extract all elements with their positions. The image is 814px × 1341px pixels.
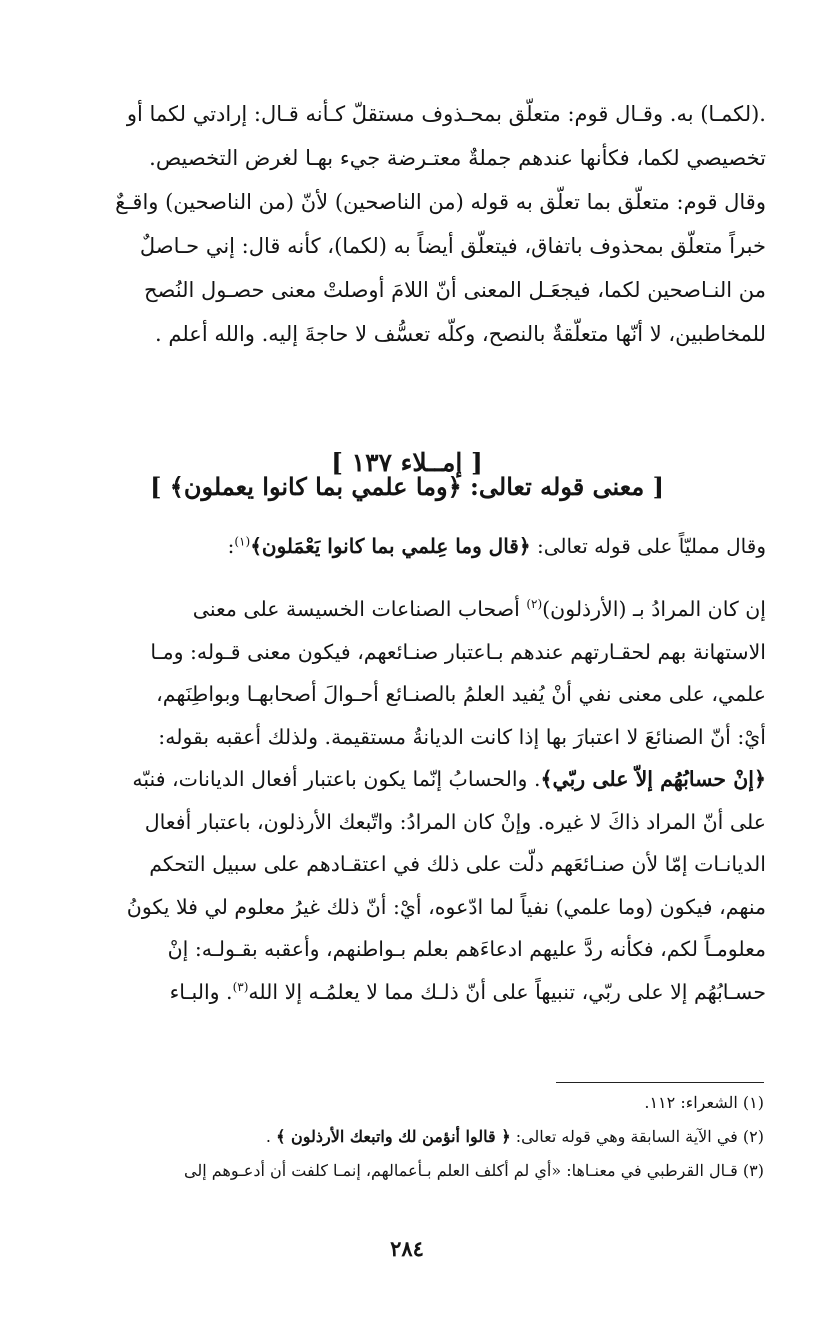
intro-line [50, 526, 766, 566]
intro-suffix: : [227, 534, 235, 558]
footnotes [50, 1086, 764, 1188]
footnote-3: (٣) قـال القرطبي في معنـاها: «أي لم أكلف العلم بـأعمالهم، إنمـا كلفت أن أدعـوهم إلى [183, 1161, 764, 1180]
page-number: ٢٨٤ [390, 1236, 424, 1261]
text-line: تخصيصي لكما، فكأنها عندهم جملةٌ معتـرضة جيء بهـا لغرض التخصيص. [149, 146, 766, 170]
quran-quote: ﴿قال وما عِلمي بما كانوا يَعْمَلون﴾ [250, 534, 531, 558]
text-line: على أنّ المراد ذاكَ لا غيره. وإنْ كان المرادُ: واتّبعك الأرذلون، باعتبار أفعال [144, 809, 766, 834]
section-title-heading: [ معنى قوله تعالى: ﴿وما علمي بما كانوا يعملون﴾ ] [150, 472, 664, 501]
text-fragment: إن كان المرادُ بـ (الأرذلون) [542, 597, 766, 621]
section-number-heading: [ إمــلاء ١٣٧ ] [331, 448, 483, 477]
quran-quote: ﴿إنْ حسابُهُم إلاّ على ربّي﴾ [540, 767, 766, 791]
text-fragment: حسـابُهُم إلا على ربّي، تنبيهاً على أنّ ذلـك مما لا يعلمُـه إلا الله [248, 979, 766, 1004]
footnote-text: . [265, 1127, 277, 1146]
footnote-1: (١) الشعراء: ١١٢. [644, 1093, 764, 1112]
text-line: من النـاصحين لكما، فيجعَـل المعنى أنّ اللامَ أوصلتْ معنى حصـول النُصح [143, 278, 766, 302]
text-line: أيْ: أنّ الصنائعَ لا اعتبارَ بها إذا كانت الديانةُ مستقيمة. ولذلك أعقبه بقوله: [158, 724, 766, 749]
intro-prefix: وقال ممليّاً على قوله تعالى: [530, 534, 766, 558]
text-line [50, 588, 766, 631]
quran-quote: ﴿ قالوا أنؤمن لك واتبعك الأرذلون ﴾ [276, 1127, 511, 1146]
text-line: معلومـاً لكم، فكأنه ردَّ عليهم ادعاءَهم بعلم بـواطنهم، وأعقبه بقـولـه: إنْ [167, 937, 766, 961]
text-line: وقال قوم: متعلّق بما تعلّق به قوله (من الناصحين) لأنّ (من الناصحين) واقـعٌ [115, 190, 766, 214]
footnote-2 [50, 1120, 764, 1154]
text-line: علمي، على معنى نفي أنْ يُفيد العلمُ بالصنـائع أحـوالَ أصحابهـا وبواطِنَهم، [156, 682, 766, 706]
text-line: منهم، فيكون (وما علمي) نفياً لما ادّعوه، أيْ: أنّ ذلك غيرُ معلوم لي فلا يكونُ [126, 894, 766, 919]
footnote-ref: (٣) [232, 979, 249, 994]
footnote-ref: (١) [234, 534, 251, 549]
text-line: للمخاطبين، لا أنّها متعلّقةٌ بالنصح، وكلّه تعسُّف لا حاجةَ إليه. والله أعلم . [155, 322, 766, 346]
text-fragment: . والبـاء [169, 979, 233, 1004]
text-fragment: أصحاب الصناعات الخسيسة على معنى [192, 597, 527, 621]
opening-paragraph [50, 92, 766, 356]
text-line: .(لكمـا) به. وقـال قوم: متعلّق بمحـذوف مستقلّ كـأنه قـال: إرادتي لكما أو [126, 102, 766, 126]
text-line: الديانـات إمّا لأن صنـائعَهم دلّت على ذلك في اعتقـادهم على سبيل التحكم [149, 852, 766, 876]
text-line: الاستهانة بهم لحقـارتهم عندهم بـاعتبار صنـائعهم، فيكون معنى قـوله: ومـا [150, 639, 766, 664]
text-line [50, 758, 766, 801]
text-line: خبراً متعلّق بمحذوف باتفاق، فيتعلّق أيضاً به (لكما)، كأنه قال: إني حـاصلٌ [139, 234, 766, 258]
main-paragraph [50, 588, 766, 1013]
footnote-ref: (٢) [526, 597, 543, 612]
text-fragment: . والحسابُ إنّما يكون باعتبار أفعال الديانات، فنبّه [132, 767, 541, 791]
text-line [50, 971, 766, 1014]
footnote-divider [556, 1082, 764, 1083]
footnote-text: (٢) في الآية السابقة وهي قوله تعالى: [510, 1127, 764, 1146]
